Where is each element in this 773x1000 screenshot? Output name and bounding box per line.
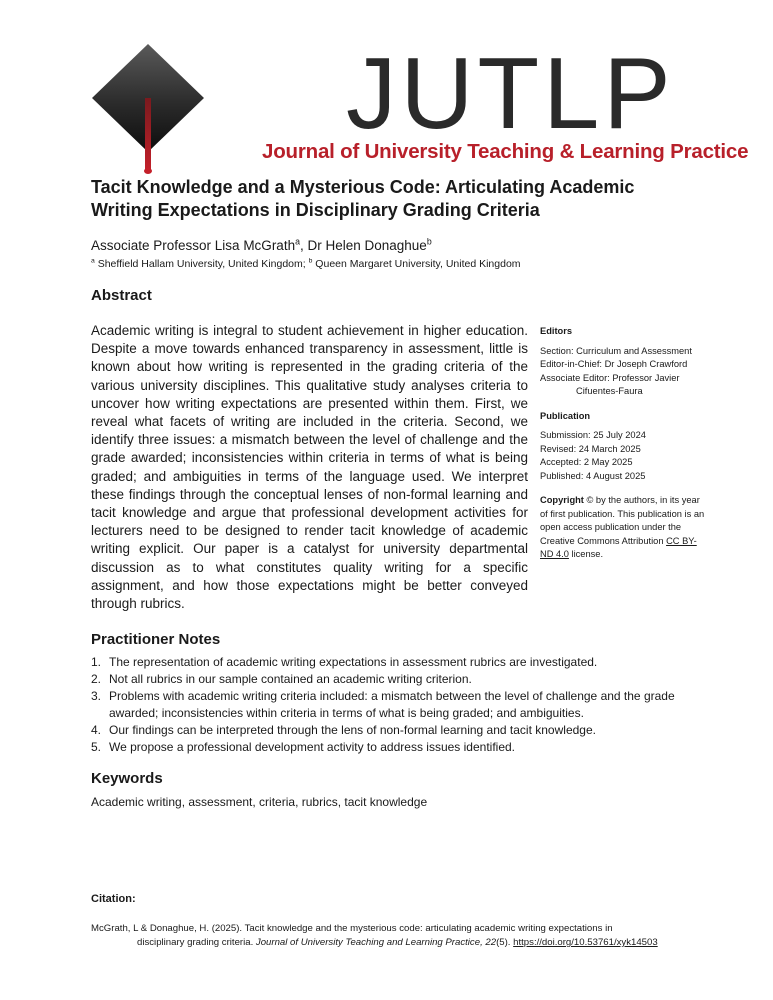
author-2-affil-mark: b xyxy=(426,236,432,247)
citation-issue: (5). xyxy=(496,937,514,948)
editors-block xyxy=(540,345,710,399)
journal-acronym: JUTLP xyxy=(346,38,675,150)
list-text: Our findings can be interpreted through the lens of non-formal learning and tacit knowledge. xyxy=(109,723,596,737)
list-number: 2. xyxy=(91,672,102,686)
citation-heading: Citation: xyxy=(91,893,136,905)
copyright-notice xyxy=(540,494,710,562)
affil-b-mark: b xyxy=(308,257,313,265)
list-number: 5. xyxy=(91,740,102,754)
affiliations xyxy=(91,258,521,270)
doi-link[interactable]: https://doi.org/10.53761/xyk14503 xyxy=(513,937,658,948)
copyright-label: Copyright xyxy=(540,495,584,505)
affil-a: Sheffield Hallam University, United Kingdom; xyxy=(94,258,309,270)
journal-logo-mark-icon xyxy=(92,44,204,174)
citation-line-2 xyxy=(91,936,682,950)
accepted-date: Accepted: 2 May 2025 xyxy=(540,457,633,467)
author-line xyxy=(91,238,432,253)
list-text: Not all rubrics in our sample contained an academic writing criterion. xyxy=(109,672,472,686)
editor-in-chief-line: Editor-in-Chief: Dr Joseph Crawford xyxy=(540,359,688,369)
list-text: We propose a professional development activity to address issues identified. xyxy=(109,740,516,754)
list-text: Problems with academic writing criteria included: a mismatch between the level of challenge and the grade awarded; inconsistencies within criteria in terms of what is being graded; and ambiguities. xyxy=(109,689,675,720)
list-item xyxy=(91,739,691,756)
publication-dates xyxy=(540,429,710,483)
submission-date: Submission: 25 July 2024 xyxy=(540,430,646,440)
abstract-heading: Abstract xyxy=(91,287,152,304)
list-item xyxy=(91,671,691,688)
publication-heading: Publication xyxy=(540,410,591,421)
list-text: The representation of academic writing expectations in assessment rubrics are investigated. xyxy=(109,655,598,669)
article-title: Tacit Knowledge and a Mysterious Code: Articulating Academic Writing Expectations in Disciplinary Grading Criteria xyxy=(91,177,635,220)
associate-editor-line-2: Cifuentes-Faura xyxy=(576,386,643,396)
keywords-heading: Keywords xyxy=(91,770,163,787)
citation-text xyxy=(91,922,682,950)
author-separator: , xyxy=(299,238,308,253)
associate-editor-line: Associate Editor: Professor Javier xyxy=(540,372,680,383)
list-item xyxy=(91,688,691,722)
author-1-affil-mark: a xyxy=(295,236,300,247)
revised-date: Revised: 24 March 2025 xyxy=(540,443,641,454)
copyright-text: © by the authors, in its year of first publication. This publication is an open access publication under the Creative Commons Attribution xyxy=(540,495,705,546)
list-number: 1. xyxy=(91,655,102,669)
editors-heading: Editors xyxy=(540,326,573,336)
editorial-sidebar xyxy=(540,325,710,562)
keywords-text: Academic writing, assessment, criteria, rubrics, tacit knowledge xyxy=(91,795,428,809)
list-item xyxy=(91,722,691,739)
affil-b: Queen Margaret University, United Kingdom xyxy=(312,258,521,270)
citation-line-1: McGrath, L & Donaghue, H. (2025). Tacit knowledge and the mysterious code: articulating academic writing expectations in xyxy=(91,923,613,934)
author-1: Associate Professor Lisa McGrath xyxy=(91,238,296,253)
citation-title-tail: disciplinary grading criteria. xyxy=(137,937,256,948)
affil-a-mark: a xyxy=(91,257,95,265)
list-number: 3. xyxy=(91,689,102,703)
abstract-text: Academic writing is integral to student achievement in higher education. Despite a move towards enhanced transparency in assessment, little is known about how writing is represented in the grading criteria of the various university disciplines. This qualitative study analyses criteria to uncover how writing expectations are presented within them. First, we reveal what facets of writing are included in the criteria. Second, we identify three issues: a mismatch between the level of challenge and the grade awarded; inconsistencies within criteria in terms of what is being graded; and ambiguities in terms of the language used. We interpret these findings through the conceptual lenses of non-formal learning and tacit knowledge and argue that professional development activities for lecturers need to be designed to render tacit knowledge of academic writing explicit. Our paper is a catalyst for university departmental discussion as to what constitutes quality writing for a specific assignment, and how those expectations might be better conveyed through rubrics. xyxy=(91,323,528,612)
citation-journal: Journal of University Teaching and Learning Practice, 22 xyxy=(255,937,497,948)
license-link[interactable]: CC BY-ND 4.0 xyxy=(540,535,697,559)
list-item xyxy=(91,654,691,671)
license-tail: license. xyxy=(568,549,604,559)
author-2: Dr Helen Donaghue xyxy=(307,238,427,253)
practitioner-notes-heading: Practitioner Notes xyxy=(91,631,221,648)
section-line: Section: Curriculum and Assessment xyxy=(540,345,692,356)
list-number: 4. xyxy=(91,723,102,737)
practitioner-notes-list xyxy=(91,654,691,756)
published-date: Published: 4 August 2025 xyxy=(540,470,646,481)
journal-full-name: Journal of University Teaching & Learning Practice xyxy=(262,140,749,163)
